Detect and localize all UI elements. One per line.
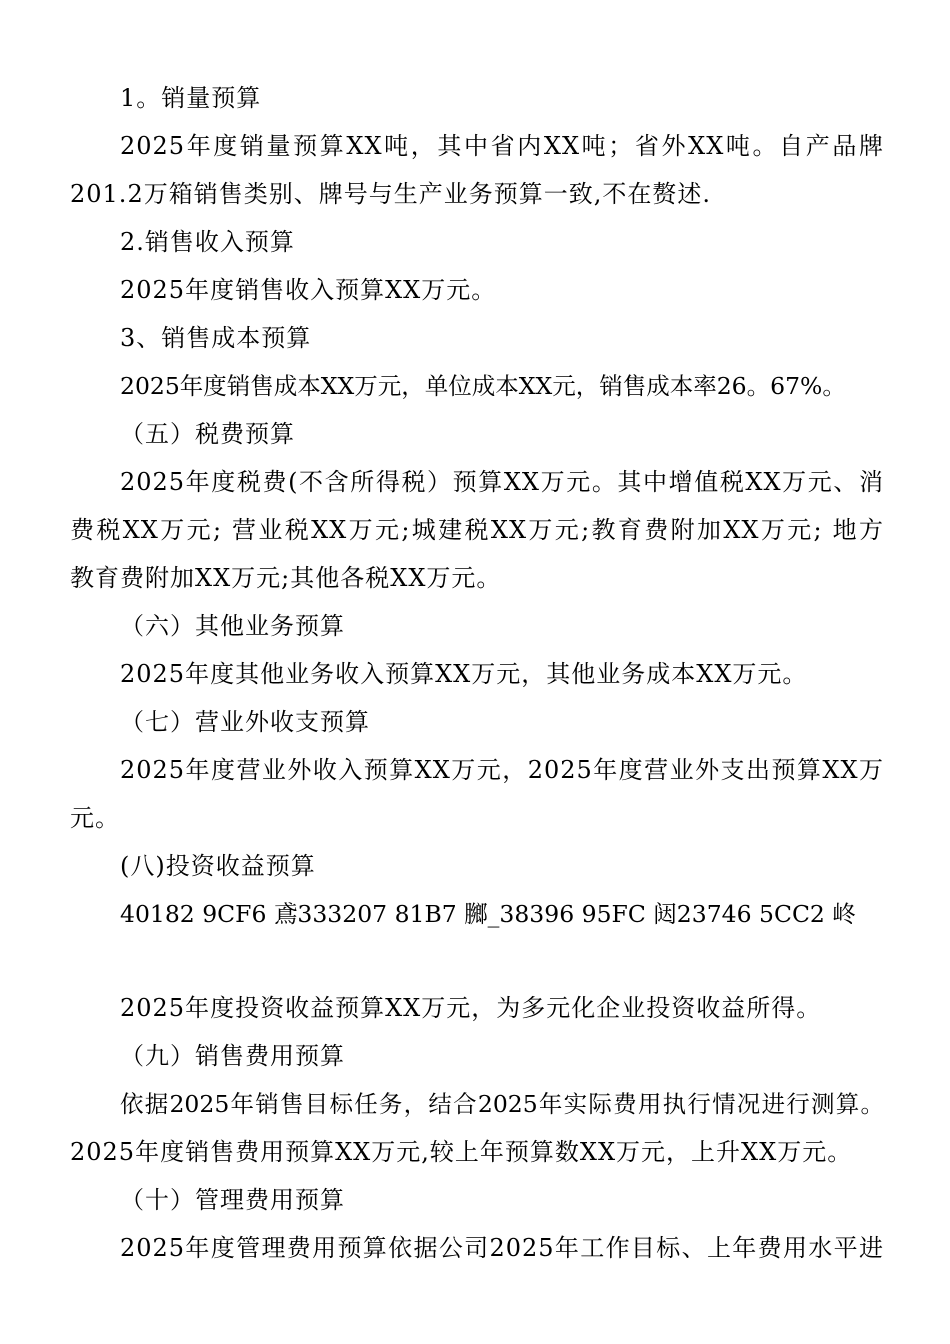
- paragraph-line: 2025年度管理费用预算依据公司2025年工作目标、上年费用水平进: [120, 1234, 884, 1262]
- paragraph-line: 费税XX万元; 营业税XX万元;城建税XX万元;教育费附加XX万元; 地方: [70, 516, 884, 544]
- heading-sales-expense-budget: （九）销售费用预算: [120, 1042, 345, 1070]
- paragraph-line: 2025年度其他业务收入预算XX万元，其他业务成本XX万元。: [120, 660, 808, 688]
- garbled-code-line: 40182 9CF6 鳶333207 81B7 膷_38396 95FC 闼23746 5CC2 峂: [120, 900, 856, 928]
- paragraph-line: 依据2025年销售目标任务，结合2025年实际费用执行情况进行测算。: [120, 1090, 884, 1118]
- heading-tax-budget: （五）税费预算: [120, 420, 295, 448]
- paragraph-line: 2025年度投资收益预算XX万元，为多元化企业投资收益所得。: [120, 994, 822, 1022]
- paragraph-line: 201.2万箱销售类别、牌号与生产业务预算一致,不在赘述.: [70, 180, 711, 208]
- paragraph-line: 2025年度销售收入预算XX万元。: [120, 276, 497, 304]
- paragraph-line: 教育费附加XX万元;其他各税XX万元。: [70, 564, 502, 592]
- paragraph-line: 2025年度销售费用预算XX万元,较上年预算数XX万元，上升XX万元。: [70, 1138, 853, 1166]
- heading-sales-cost-budget: 3、销售成本预算: [120, 324, 312, 352]
- heading-admin-expense-budget: （十）管理费用预算: [120, 1186, 345, 1214]
- paragraph-line: 元。: [70, 804, 120, 832]
- paragraph-line: 2025年度销售成本XX万元，单位成本XX元，销售成本率26。67%。: [120, 372, 846, 400]
- paragraph-line: 2025年度税费(不含所得税）预算XX万元。其中增值税XX万元、消: [120, 468, 884, 496]
- heading-non-operating-budget: （七）营业外收支预算: [120, 708, 370, 736]
- heading-sales-volume-budget: 1。销量预算: [120, 84, 262, 112]
- heading-sales-revenue-budget: 2.销售收入预算: [120, 228, 295, 256]
- paragraph-line: 2025年度销量预算XX吨，其中省内XX吨；省外XX吨。自产品牌: [120, 132, 884, 160]
- heading-other-business-budget: （六）其他业务预算: [120, 612, 345, 640]
- heading-investment-income-budget: (八)投资收益预算: [120, 852, 316, 880]
- paragraph-line: 2025年度营业外收入预算XX万元，2025年度营业外支出预算XX万: [120, 756, 884, 784]
